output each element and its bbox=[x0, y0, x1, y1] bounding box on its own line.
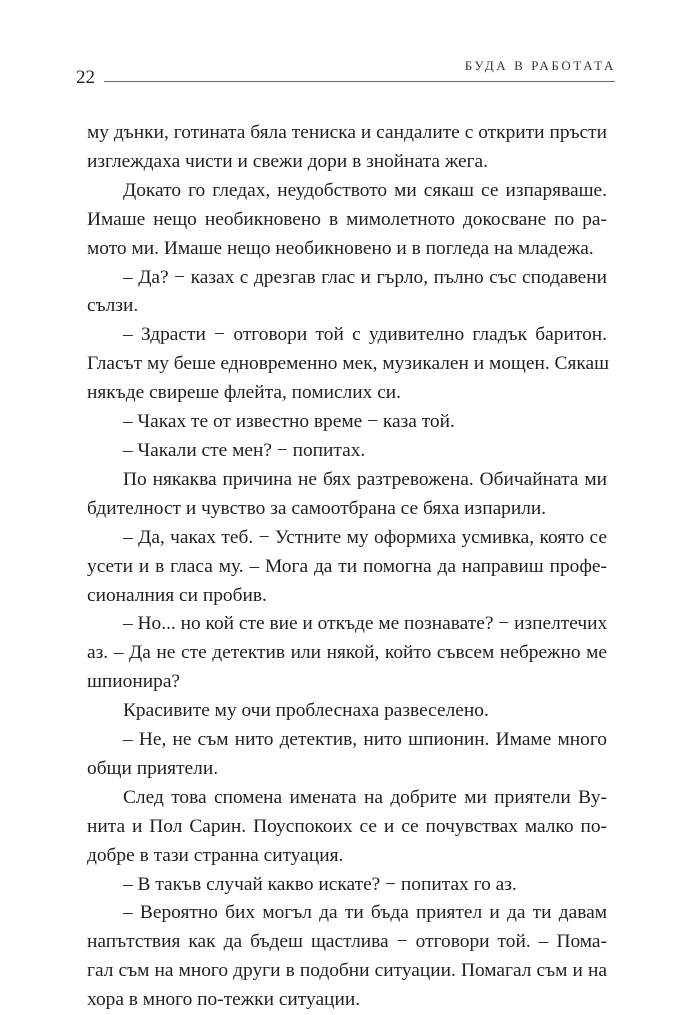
text-line: сионалния си пробив. bbox=[87, 584, 267, 606]
text-line: нита и Пол Сарин. Поуспокоих се и се почувствах малко по- bbox=[87, 815, 607, 837]
paragraph bbox=[87, 264, 607, 322]
text-line: – Не, не съм нито детектив, нито шпионин. Имаме много bbox=[123, 729, 607, 751]
paragraph bbox=[87, 321, 610, 408]
text-line: Красивите му очи проблеснаха развеселено. bbox=[123, 700, 489, 722]
text-line: хора в много по-тежки ситуации. bbox=[87, 989, 361, 1011]
text-line: общи приятели. bbox=[87, 757, 219, 779]
paragraph bbox=[87, 697, 607, 726]
text-line: усети и в гласа му. – Мога да ти помогна да направиш профе- bbox=[87, 555, 607, 577]
text-line: аз. – Да не сте детектив или някой, който съвсем небрежно ме bbox=[87, 642, 607, 664]
text-line: сълзи. bbox=[87, 295, 139, 317]
text-line: – Чаках те от известно време − каза той. bbox=[123, 411, 455, 433]
paragraph bbox=[87, 524, 607, 611]
text-line: напътствия как да бъдеш щастлива − отговори той. – Пома- bbox=[87, 931, 607, 953]
paragraph bbox=[87, 784, 607, 871]
paragraph bbox=[87, 466, 607, 524]
body-text bbox=[87, 119, 610, 1015]
paragraph bbox=[87, 726, 607, 784]
text-line: – Вероятно бих могъл да ти бъда приятел и да ти давам bbox=[123, 902, 607, 924]
text-line: добре в тази странна ситуация. bbox=[87, 844, 344, 866]
page-header bbox=[76, 58, 616, 90]
text-line: Имаше нещо необикновено в мимолетното докосване по ра- bbox=[87, 208, 607, 230]
text-line: бдителност и чувство за самоотбрана се бяха изпарили. bbox=[87, 497, 547, 519]
paragraph bbox=[87, 437, 607, 466]
page-number: 22 bbox=[76, 67, 95, 88]
text-line: Докато го гледах, неудобството ми сякаш се изпаряваше. bbox=[123, 179, 607, 201]
text-line: – В такъв случай какво искате? − попитах го аз. bbox=[123, 873, 517, 895]
text-line: изглеждаха чисти и свежи дори в знойната жега. bbox=[87, 150, 488, 172]
text-line: гал съм на много други в подобни ситуации. Помагал съм и на bbox=[87, 960, 607, 982]
text-line: му дънки, готината бяла тениска и сандалите с открити пръсти bbox=[87, 122, 607, 143]
paragraph bbox=[87, 899, 607, 1015]
text-line: След това спомена имената на добрите ми приятели Ву- bbox=[123, 786, 607, 808]
text-line: – Да, чаках теб. − Устните му оформиха усмивка, която се bbox=[123, 526, 607, 548]
paragraph bbox=[87, 119, 607, 177]
text-line: – Чакали сте мен? − попитах. bbox=[123, 439, 366, 461]
text-line: някъде свиреше флейта, помислих си. bbox=[87, 382, 402, 404]
text-line: – Да? − казах с дрезгав глас и гърло, пълно със сподавени bbox=[123, 266, 607, 288]
text-line: – Здрасти − отговори той с удивително гладък баритон. bbox=[123, 324, 607, 346]
header-rule bbox=[104, 81, 615, 82]
text-line: шпионира? bbox=[87, 671, 181, 693]
paragraph bbox=[87, 610, 607, 697]
text-line: Гласът му беше едновременно мек, музикален и мощен. Сякаш bbox=[87, 353, 610, 375]
text-line: мото ми. Имаше нещо необикновено и в погледа на младежа. bbox=[87, 237, 594, 259]
text-line: – Но... но кой сте вие и откъде ме познавате? − изпелтечих bbox=[123, 613, 608, 635]
paragraph bbox=[87, 177, 607, 264]
paragraph bbox=[87, 871, 607, 900]
text-line: По някаква причина не бях разтревожена. Обичайната ми bbox=[123, 468, 607, 490]
paragraph bbox=[87, 408, 607, 437]
running-title: БУДА В РАБОТАТА bbox=[464, 58, 616, 73]
